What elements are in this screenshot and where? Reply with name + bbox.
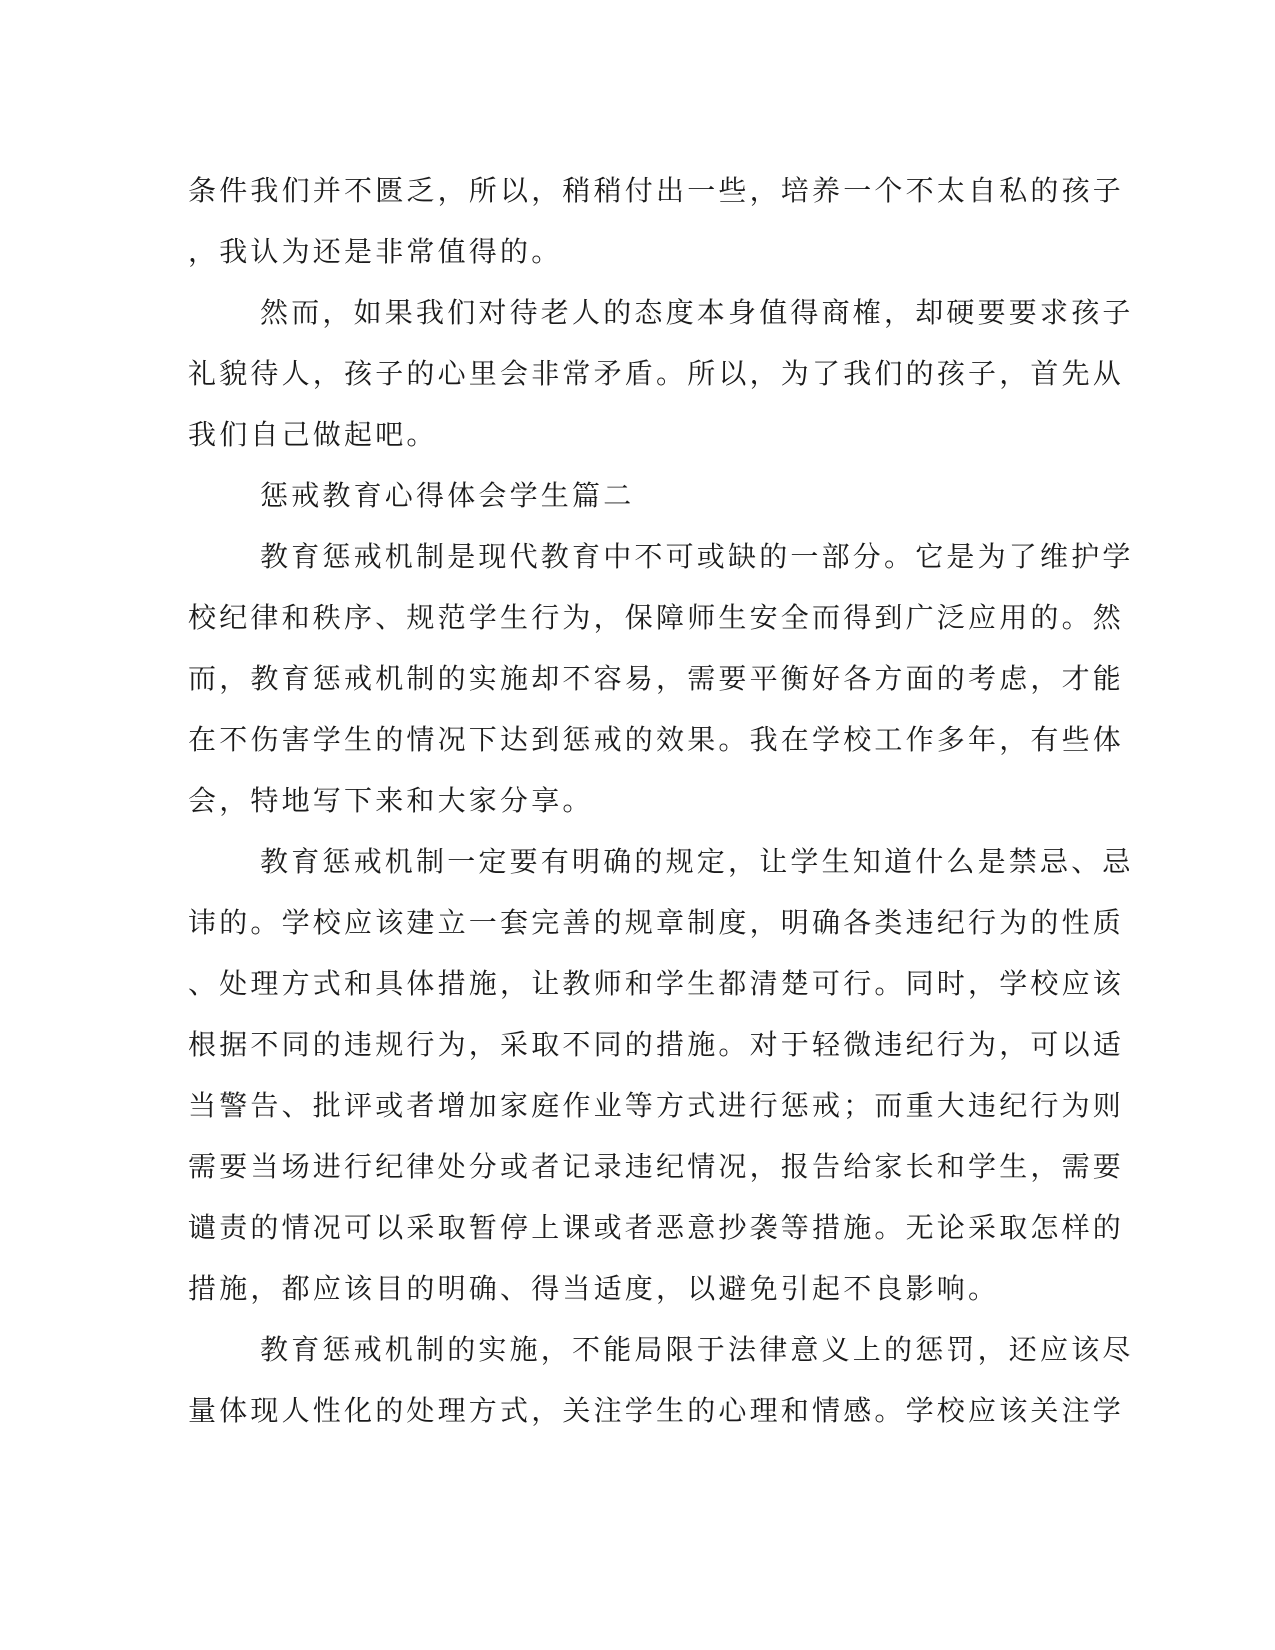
text-line: 我们自己做起吧。 (188, 418, 438, 451)
section-heading (188, 465, 1068, 526)
text-line: 谴责的情况可以采取暂停上课或者恶意抄袭等措施。无论采取怎样的 (188, 1211, 1125, 1244)
text-line: 校纪律和秩序、规范学生行为，保障师生安全而得到广泛应用的。然 (188, 601, 1125, 634)
text-line: 教育惩戒机制的实施，不能局限于法律意义上的惩罚，还应该尽 (260, 1333, 1134, 1366)
text-line: 措施，都应该目的明确、得当适度，以避免引起不良影响。 (188, 1272, 1000, 1305)
paragraph-1 (188, 160, 1125, 282)
paragraph-4 (188, 831, 1134, 1319)
text-line: 而，教育惩戒机制的实施却不容易，需要平衡好各方面的考虑，才能 (188, 662, 1125, 695)
text-line: 当警告、批评或者增加家庭作业等方式进行惩戒；而重大违纪行为则 (188, 1089, 1125, 1122)
text-line: ，我认为还是非常值得的。 (188, 235, 563, 268)
text-line: 、处理方式和具体措施，让教师和学生都清楚可行。同时，学校应该 (188, 967, 1125, 1000)
text-line: 需要当场进行纪律处分或者记录违纪情况，报告给家长和学生，需要 (188, 1150, 1125, 1183)
text-line: 根据不同的违规行为，采取不同的措施。对于轻微违纪行为，可以适 (188, 1028, 1125, 1061)
heading-text: 惩戒教育心得体会学生篇二 (260, 479, 635, 512)
text-line: 教育惩戒机制一定要有明确的规定，让学生知道什么是禁忌、忌 (260, 845, 1134, 878)
text-line: 条件我们并不匮乏，所以，稍稍付出一些，培养一个不太自私的孩子 (188, 174, 1125, 207)
text-line: 讳的。学校应该建立一套完善的规章制度，明确各类违纪行为的性质 (188, 906, 1125, 939)
text-line: 会，特地写下来和大家分享。 (188, 784, 594, 817)
text-line: 教育惩戒机制是现代教育中不可或缺的一部分。它是为了维护学 (260, 540, 1134, 573)
paragraph-2 (188, 282, 1134, 465)
text-line: 在不伤害学生的情况下达到惩戒的效果。我在学校工作多年，有些体 (188, 723, 1125, 756)
document-body (188, 160, 1134, 1441)
text-line: 量体现人性化的处理方式，关注学生的心理和情感。学校应该关注学 (188, 1394, 1125, 1427)
text-line: 礼貌待人，孩子的心里会非常矛盾。所以，为了我们的孩子，首先从 (188, 357, 1125, 390)
paragraph-5 (188, 1319, 1134, 1441)
text-line: 然而，如果我们对待老人的态度本身值得商榷，却硬要要求孩子 (260, 296, 1134, 329)
paragraph-3 (188, 526, 1134, 831)
